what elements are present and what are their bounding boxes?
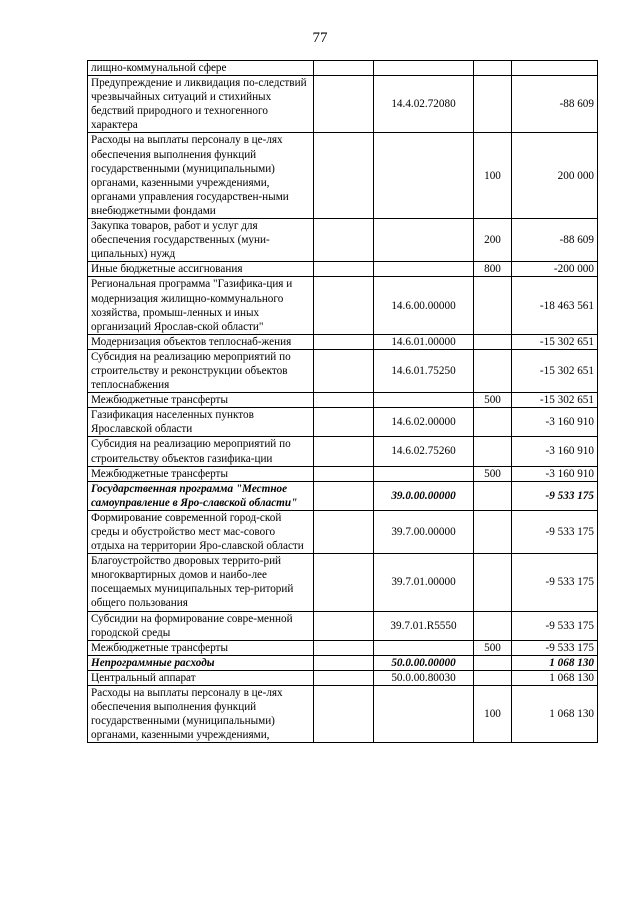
row-empty-cell: [314, 334, 374, 349]
row-type-cell: [474, 408, 512, 437]
row-name-cell: Благоустройство дворовых террито-рий многоквартирных домов и наибо-лее посещаемых муниципальных тер-риторий общего пользования: [88, 554, 314, 611]
row-sum-cell: -9 533 175: [512, 611, 598, 640]
row-code-cell: 14.6.01.75250: [374, 349, 474, 392]
row-empty-cell: [314, 510, 374, 553]
row-code-cell: [374, 640, 474, 655]
budget-table-body: [88, 61, 598, 743]
row-type-cell: 800: [474, 262, 512, 277]
row-name-cell: Закупка товаров, работ и услуг для обеспечения государственных (муни-ципальных) нужд: [88, 219, 314, 262]
table-row: [88, 61, 598, 76]
row-sum-cell: -15 302 651: [512, 393, 598, 408]
row-type-cell: 100: [474, 686, 512, 743]
row-name-cell: Межбюджетные трансферты: [88, 393, 314, 408]
row-empty-cell: [314, 262, 374, 277]
row-sum-cell: 1 068 130: [512, 670, 598, 685]
row-name-cell: Модернизация объектов теплоснаб-жения: [88, 334, 314, 349]
row-name-cell: Иные бюджетные ассигнования: [88, 262, 314, 277]
table-row: [88, 437, 598, 466]
row-name-cell: Формирование современной город-ской среды и обустройство мест мас-сового отдыха на территории Яро-славской области: [88, 510, 314, 553]
table-row: [88, 554, 598, 611]
page-number: 77: [312, 30, 328, 46]
row-sum-cell: [512, 61, 598, 76]
row-code-cell: 14.6.02.75260: [374, 437, 474, 466]
table-row: [88, 334, 598, 349]
table-row: [88, 262, 598, 277]
table-row: [88, 611, 598, 640]
row-empty-cell: [314, 640, 374, 655]
table-row: [88, 655, 598, 670]
row-empty-cell: [314, 277, 374, 334]
row-name-cell: Государственная программа "Местное самоуправление в Яро-славской области": [88, 481, 314, 510]
row-type-cell: [474, 655, 512, 670]
row-type-cell: 200: [474, 219, 512, 262]
row-name-cell: Субсидии на формирование совре-менной городской среды: [88, 611, 314, 640]
row-empty-cell: [314, 219, 374, 262]
row-name-cell: Межбюджетные трансферты: [88, 466, 314, 481]
row-code-cell: [374, 219, 474, 262]
row-type-cell: [474, 61, 512, 76]
row-type-cell: [474, 481, 512, 510]
row-code-cell: [374, 466, 474, 481]
row-sum-cell: 1 068 130: [512, 686, 598, 743]
row-type-cell: 100: [474, 133, 512, 219]
row-type-cell: 500: [474, 466, 512, 481]
table-row: [88, 76, 598, 133]
row-code-cell: [374, 61, 474, 76]
row-empty-cell: [314, 670, 374, 685]
row-code-cell: 50.0.00.00000: [374, 655, 474, 670]
row-empty-cell: [314, 393, 374, 408]
row-type-cell: 500: [474, 640, 512, 655]
row-empty-cell: [314, 554, 374, 611]
row-sum-cell: -3 160 910: [512, 437, 598, 466]
row-type-cell: [474, 277, 512, 334]
row-empty-cell: [314, 437, 374, 466]
row-name-cell: лищно-коммунальной сфере: [88, 61, 314, 76]
table-row: [88, 510, 598, 553]
row-type-cell: [474, 76, 512, 133]
row-empty-cell: [314, 408, 374, 437]
row-sum-cell: -200 000: [512, 262, 598, 277]
table-row: [88, 408, 598, 437]
row-name-cell: Предупреждение и ликвидация по-следствий чрезвычайных ситуаций и стихийных бедствий природного и техногенного характера: [88, 76, 314, 133]
row-name-cell: Газификация населенных пунктов Ярославской области: [88, 408, 314, 437]
row-empty-cell: [314, 611, 374, 640]
table-row: [88, 640, 598, 655]
row-empty-cell: [314, 466, 374, 481]
row-sum-cell: 200 000: [512, 133, 598, 219]
table-row: [88, 670, 598, 685]
table-row: [88, 349, 598, 392]
table-row: [88, 466, 598, 481]
row-empty-cell: [314, 349, 374, 392]
row-code-cell: 14.4.02.72080: [374, 76, 474, 133]
row-code-cell: 14.6.00.00000: [374, 277, 474, 334]
row-empty-cell: [314, 61, 374, 76]
row-code-cell: 50.0.00.80030: [374, 670, 474, 685]
row-empty-cell: [314, 481, 374, 510]
row-sum-cell: -15 302 651: [512, 349, 598, 392]
row-sum-cell: -3 160 910: [512, 408, 598, 437]
row-sum-cell: -9 533 175: [512, 481, 598, 510]
row-code-cell: [374, 686, 474, 743]
table-row: [88, 219, 598, 262]
row-sum-cell: -18 463 561: [512, 277, 598, 334]
row-code-cell: 14.6.01.00000: [374, 334, 474, 349]
row-name-cell: Центральный аппарат: [88, 670, 314, 685]
row-sum-cell: -9 533 175: [512, 510, 598, 553]
row-sum-cell: -9 533 175: [512, 554, 598, 611]
row-sum-cell: 1 068 130: [512, 655, 598, 670]
row-empty-cell: [314, 686, 374, 743]
row-name-cell: Межбюджетные трансферты: [88, 640, 314, 655]
row-name-cell: Региональная программа "Газифика-ция и модернизация жилищно-коммунального хозяйства, промыш-ленных и иных организаций Ярослав-ской области": [88, 277, 314, 334]
row-code-cell: 39.7.00.00000: [374, 510, 474, 553]
table-row: [88, 686, 598, 743]
table-row: [88, 133, 598, 219]
row-type-cell: [474, 611, 512, 640]
row-sum-cell: -15 302 651: [512, 334, 598, 349]
row-empty-cell: [314, 655, 374, 670]
row-type-cell: [474, 510, 512, 553]
row-code-cell: 39.7.01.00000: [374, 554, 474, 611]
row-empty-cell: [314, 76, 374, 133]
row-type-cell: [474, 670, 512, 685]
row-type-cell: [474, 437, 512, 466]
row-sum-cell: -88 609: [512, 219, 598, 262]
row-code-cell: 39.7.01.R5550: [374, 611, 474, 640]
table-row: [88, 481, 598, 510]
row-name-cell: Расходы на выплаты персоналу в це-лях обеспечения выполнения функций государственными (муниципальными) органами, казенными учреждениями, органами управления государствен-ными внебюджетными фондами: [88, 133, 314, 219]
row-name-cell: Расходы на выплаты персоналу в це-лях обеспечения выполнения функций государственными (муниципальными) органами, казенными учреждениями,: [88, 686, 314, 743]
row-sum-cell: -88 609: [512, 76, 598, 133]
row-code-cell: 39.0.00.00000: [374, 481, 474, 510]
row-sum-cell: -3 160 910: [512, 466, 598, 481]
row-code-cell: [374, 262, 474, 277]
row-empty-cell: [314, 133, 374, 219]
table-row: [88, 277, 598, 334]
row-sum-cell: -9 533 175: [512, 640, 598, 655]
row-type-cell: [474, 554, 512, 611]
row-name-cell: Субсидия на реализацию мероприятий по строительству и реконструкции объектов теплоснабжения: [88, 349, 314, 392]
row-type-cell: 500: [474, 393, 512, 408]
row-type-cell: [474, 349, 512, 392]
row-code-cell: [374, 133, 474, 219]
row-code-cell: [374, 393, 474, 408]
budget-table: [87, 60, 598, 743]
row-name-cell: Непрограммные расходы: [88, 655, 314, 670]
row-type-cell: [474, 334, 512, 349]
row-code-cell: 14.6.02.00000: [374, 408, 474, 437]
table-row: [88, 393, 598, 408]
row-name-cell: Субсидия на реализацию мероприятий по строительству объектов газифика-ции: [88, 437, 314, 466]
